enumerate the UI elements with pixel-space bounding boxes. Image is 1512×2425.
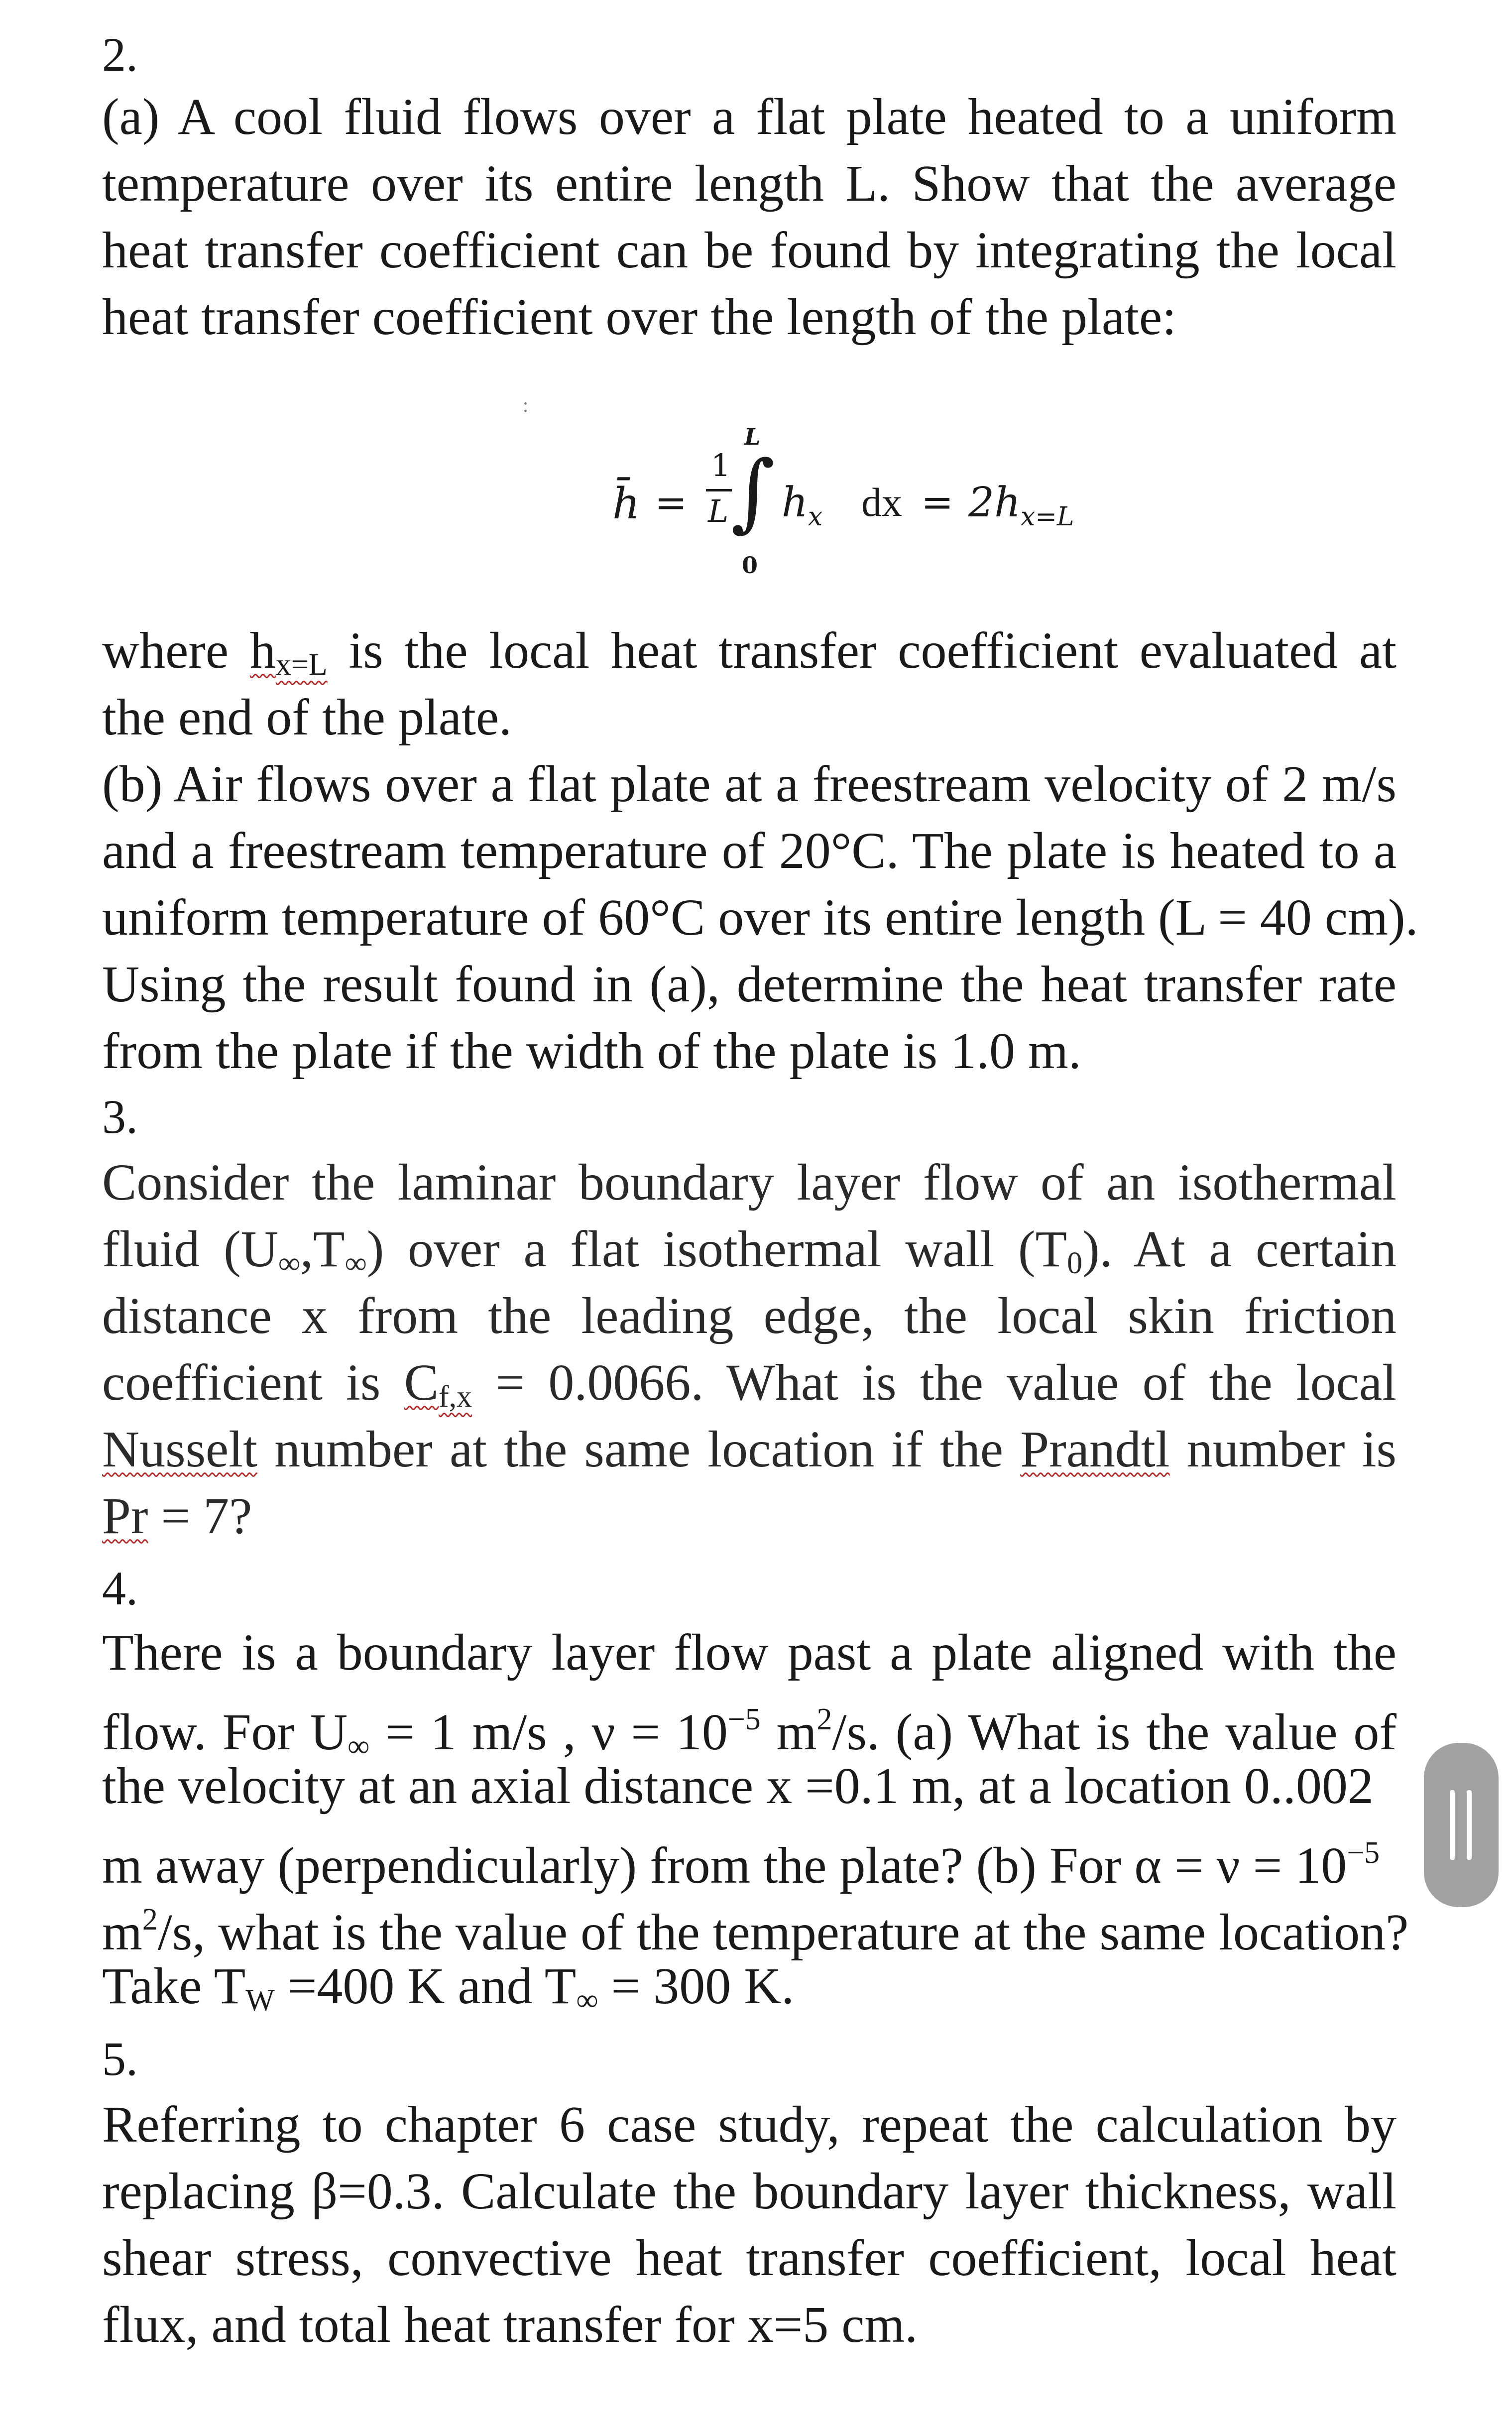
- text-line: temperature over its entire length L. Show that the average: [102, 155, 1396, 212]
- text-line: Consider the laminar boundary layer flow of an isothermal: [102, 1154, 1396, 1211]
- scroll-handle-icon: [1450, 1790, 1455, 1860]
- problem-2b-text: [102, 751, 1418, 1085]
- problem-3-text: [102, 1149, 1396, 1550]
- problem-2a-text: [102, 84, 1396, 351]
- problem-2-where-text: [102, 617, 1396, 751]
- integral-lower-limit: 0: [742, 552, 758, 579]
- text-line: (b) Air flows over a flat plate at a freestream velocity of 2 m/s: [102, 755, 1396, 813]
- equals-sign-2: =: [921, 480, 954, 525]
- stray-dot: :: [523, 394, 529, 416]
- text-line: and a freestream temperature of 20°C. The plate is heated to a: [102, 822, 1396, 879]
- text-line: coefficient is $C_{f,x} = 0.0066$. What is the value of the local: [102, 1354, 1397, 1414]
- integral-sign: ∫: [731, 443, 775, 541]
- equals-sign: =: [655, 481, 688, 525]
- text-line: m away (perpendicularly) from the plate? (b) For $\alpha = \nu = 10^{-5}$: [102, 1836, 1380, 1894]
- text-line: Nusselt number at the same location if the Prandtl number is: [102, 1421, 1396, 1478]
- problem-2-number: 2.: [102, 28, 138, 81]
- integrand: $h_x$: [782, 479, 823, 532]
- text-line: uniform temperature of 60°C over its entire length (L = 40 cm).: [102, 889, 1418, 946]
- average-h-equation: [597, 423, 1195, 588]
- text-line: Take $T_W =400$ K and $T_\infty = 300$ K.: [102, 1957, 795, 2017]
- text-line: flow. For $U_\infty = 1$ m/s , $\nu = 10^{-5}$ $m^2/s$. (a) What is the value of: [102, 1702, 1396, 1763]
- fraction-numerator: 1: [711, 447, 731, 484]
- text-line: There is a boundary layer flow past a plate aligned with the: [102, 1624, 1396, 1681]
- text-line: flux, and total heat transfer for x=5 cm.: [102, 2296, 918, 2353]
- fraction-bar: [706, 489, 732, 491]
- h-bar-symbol: h̄: [612, 479, 640, 529]
- problem-3-number: 3.: [102, 1090, 138, 1143]
- equation-rhs: $2h_{x=L}$: [968, 479, 1074, 532]
- text-line: heat transfer coefficient can be found by integrating the local: [102, 222, 1396, 279]
- text-line: fluid $(U_\infty,T_\infty)$ over a flat isothermal wall $(T_0)$. At a certain: [102, 1220, 1396, 1280]
- text-line: (a) A cool fluid flows over a flat plate heated to a uniform: [102, 88, 1396, 145]
- text-line: from the plate if the width of the plate is 1.0 m.: [102, 1022, 1081, 1080]
- fraction-denominator: L: [708, 493, 729, 529]
- text-line: Using the result found in (a), determine the heat transfer rate: [102, 956, 1396, 1013]
- text-line: Referring to chapter 6 case study, repeat the calculation by: [102, 2096, 1396, 2153]
- problem-4-number: 4.: [102, 1562, 138, 1615]
- text-line: where $h_{x=L}$ is the local heat transfer coefficient evaluated at: [102, 622, 1397, 682]
- scrollbar-thumb[interactable]: [1424, 1743, 1499, 1907]
- problem-4-text: [102, 1619, 1409, 2020]
- text-line: the end of the plate.: [102, 689, 512, 746]
- text-line: distance x from the leading edge, the local skin friction: [102, 1287, 1396, 1344]
- text-line: the velocity at an axial distance x =0.1 m, at a location 0..002: [102, 1757, 1374, 1815]
- problem-5-number: 5.: [102, 2032, 138, 2085]
- text-line: Pr = 7?: [102, 1487, 252, 1545]
- text-line: heat transfer coefficient over the length of the plate:: [102, 288, 1176, 346]
- text-line: $m^2/s$, what is the value of the temperature at the same location?: [102, 1903, 1409, 1961]
- text-line: shear stress, convective heat transfer coefficient, local heat: [102, 2229, 1396, 2287]
- dx-label: dx: [861, 480, 902, 525]
- problem-5-text: [102, 2091, 1396, 2358]
- integral-upper-limit: L: [744, 423, 761, 450]
- scroll-handle-icon: [1467, 1790, 1472, 1860]
- text-line: replacing β=0.3. Calculate the boundary layer thickness, wall: [102, 2163, 1396, 2220]
